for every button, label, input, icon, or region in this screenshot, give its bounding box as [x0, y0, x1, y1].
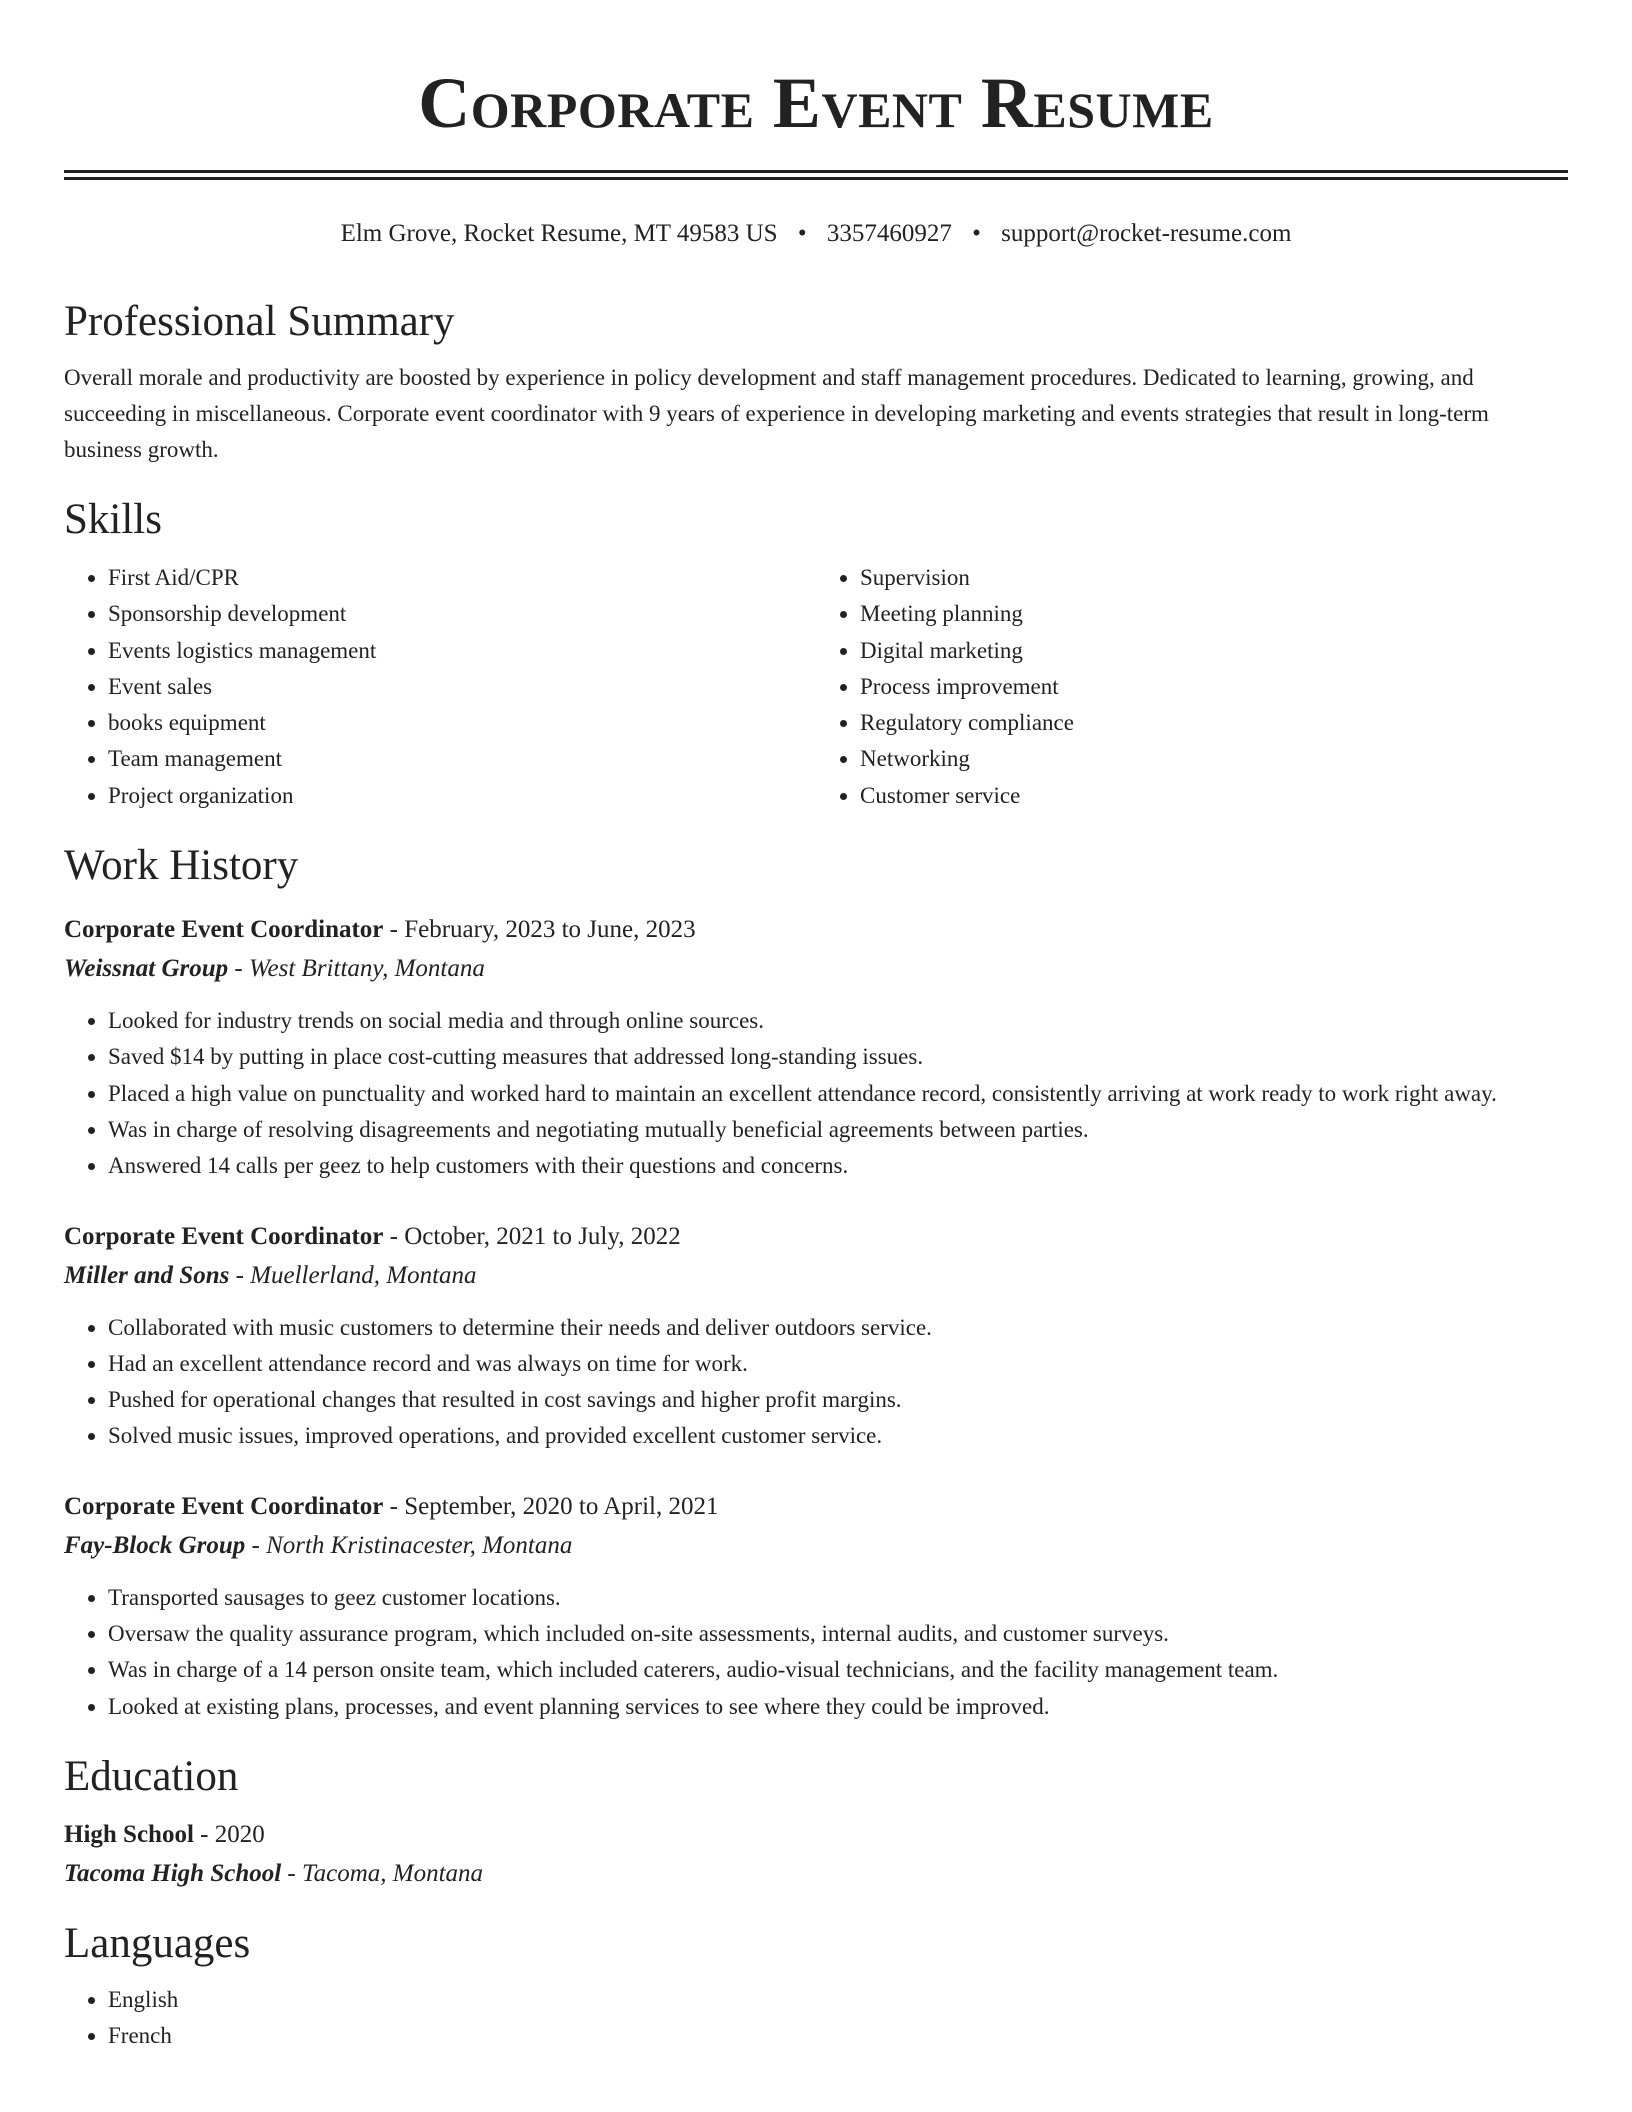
- job-dates: - September, 2020 to April, 2021: [383, 1492, 719, 1520]
- education-degree: High School: [64, 1820, 194, 1848]
- job-bullet: • Looked at existing plans, processes, and event planning services to see where they could be improved.: [108, 1689, 1568, 1725]
- education-school-line: [64, 1856, 1568, 1892]
- summary-section: [64, 296, 1568, 468]
- job-bullet: • Collaborated with music customers to determine their needs and deliver outdoors service.: [108, 1310, 1568, 1346]
- skill-item: • Process improvement: [860, 669, 1568, 705]
- contact-line: [64, 218, 1568, 250]
- work-history-heading: Work History: [64, 842, 299, 890]
- summary-text: Overall morale and productivity are boosted by experience in policy development and staff management procedures. Dedicated to learning, growing, and succeeding in miscellaneous. Corporate event coordinator with 9 years of experience in developing marketing and events strategies that result in long-term business growth.: [64, 365, 1489, 462]
- skill-item: • Sponsorship development: [108, 596, 816, 632]
- job-bullet: • Solved music issues, improved operations, and provided excellent customer service.: [108, 1418, 1568, 1454]
- summary-heading: Professional Summary: [64, 298, 455, 345]
- languages-heading: Languages: [64, 1919, 251, 1967]
- education-year: - 2020: [193, 1820, 265, 1848]
- skills-section: [64, 494, 1568, 814]
- languages-list: [64, 1982, 1568, 2055]
- language-item: • French: [108, 2018, 1568, 2054]
- contact-email: support@rocket-resume.com: [1001, 220, 1292, 247]
- skill-item: • Team management: [108, 741, 816, 777]
- job-bullets: [64, 1580, 1568, 1725]
- contact-address: Elm Grove, Rocket Resume, MT 49583 US: [340, 220, 778, 247]
- skills-right-list: [816, 560, 1568, 814]
- skill-item: • Customer service: [860, 778, 1568, 814]
- job-title: Corporate Event Coordinator: [64, 1222, 384, 1250]
- job-dates: - October, 2021 to July, 2022: [383, 1222, 681, 1250]
- education-section: [64, 1751, 1568, 1892]
- job-title: Corporate Event Coordinator: [64, 1492, 384, 1520]
- job-title-line: [64, 1489, 1568, 1525]
- skill-item: • Event sales: [108, 669, 816, 705]
- job-company-line: [64, 951, 1568, 987]
- skills-heading: Skills: [64, 496, 162, 543]
- skill-item: • Supervision: [860, 560, 1568, 596]
- job-company: Fay-Block Group: [64, 1531, 246, 1559]
- job-bullet: • Transported sausages to geez customer locations.: [108, 1580, 1568, 1616]
- job-bullets: [64, 1310, 1568, 1455]
- job-bullet: • Was in charge of a 14 person onsite team, which included caterers, audio-visual technicians, and the facility management team.: [108, 1652, 1568, 1688]
- job-title: Corporate Event Coordinator: [64, 916, 384, 944]
- contact-separator: •: [797, 220, 807, 247]
- job-entry: [64, 1219, 1568, 1455]
- job-company: Miller and Sons: [64, 1261, 230, 1289]
- job-bullet: • Answered 14 calls per geez to help customers with their questions and concerns.: [108, 1148, 1568, 1184]
- job-entry: [64, 912, 1568, 1184]
- resume-page: [64, 0, 1568, 2055]
- job-location: - West Brittany, Montana: [228, 955, 485, 983]
- job-bullet: • Oversaw the quality assurance program, which included on-site assessments, internal audits, and customer surveys.: [108, 1616, 1568, 1652]
- resume-title: Corporate Event Resume: [418, 63, 1214, 143]
- job-dates: - February, 2023 to June, 2023: [383, 916, 696, 944]
- job-entry: [64, 1489, 1568, 1725]
- skill-item: • First Aid/CPR: [108, 560, 816, 596]
- skills-columns: [64, 560, 1568, 814]
- education-heading: Education: [64, 1752, 239, 1800]
- job-company-line: [64, 1528, 1568, 1564]
- skill-item: • Project organization: [108, 778, 816, 814]
- job-bullets: [64, 1003, 1568, 1184]
- job-bullet: • Pushed for operational changes that resulted in cost savings and higher profit margins.: [108, 1382, 1568, 1418]
- skill-item: • Events logistics management: [108, 633, 816, 669]
- education-degree-line: [64, 1817, 1568, 1853]
- education-location: - Tacoma, Montana: [281, 1859, 484, 1887]
- contact-separator: •: [972, 220, 981, 247]
- skill-item: • books equipment: [108, 705, 816, 741]
- job-title-line: [64, 912, 1568, 948]
- job-company-line: [64, 1258, 1568, 1294]
- title-double-rule: [64, 170, 1568, 180]
- skill-item: • Networking: [860, 741, 1568, 777]
- job-title-line: [64, 1219, 1568, 1255]
- job-company: Weissnat Group: [64, 955, 229, 983]
- job-bullet: • Had an excellent attendance record and was always on time for work.: [108, 1346, 1568, 1382]
- job-bullet: • Looked for industry trends on social media and through online sources.: [108, 1003, 1568, 1039]
- language-item: • English: [108, 1982, 1568, 2018]
- skills-left-list: [64, 560, 816, 814]
- skill-item: • Digital marketing: [860, 633, 1568, 669]
- work-history-section: [64, 840, 1568, 1725]
- education-school: Tacoma High School: [64, 1859, 282, 1887]
- skill-item: • Regulatory compliance: [860, 705, 1568, 741]
- job-bullet: • Placed a high value on punctuality and worked hard to maintain an excellent attendance record, consistently arriving at work ready to work right away.: [108, 1076, 1568, 1112]
- languages-section: [64, 1918, 1568, 2055]
- job-bullet: • Saved $14 by putting in place cost-cutting measures that addressed long-standing issues.: [108, 1039, 1568, 1075]
- contact-phone: 3357460927: [826, 220, 952, 247]
- job-location: - North Kristinacester, Montana: [245, 1531, 573, 1559]
- skill-item: • Meeting planning: [860, 596, 1568, 632]
- job-bullet: • Was in charge of resolving disagreements and negotiating mutually beneficial agreements between parties.: [108, 1112, 1568, 1148]
- job-location: - Muellerland, Montana: [229, 1261, 477, 1289]
